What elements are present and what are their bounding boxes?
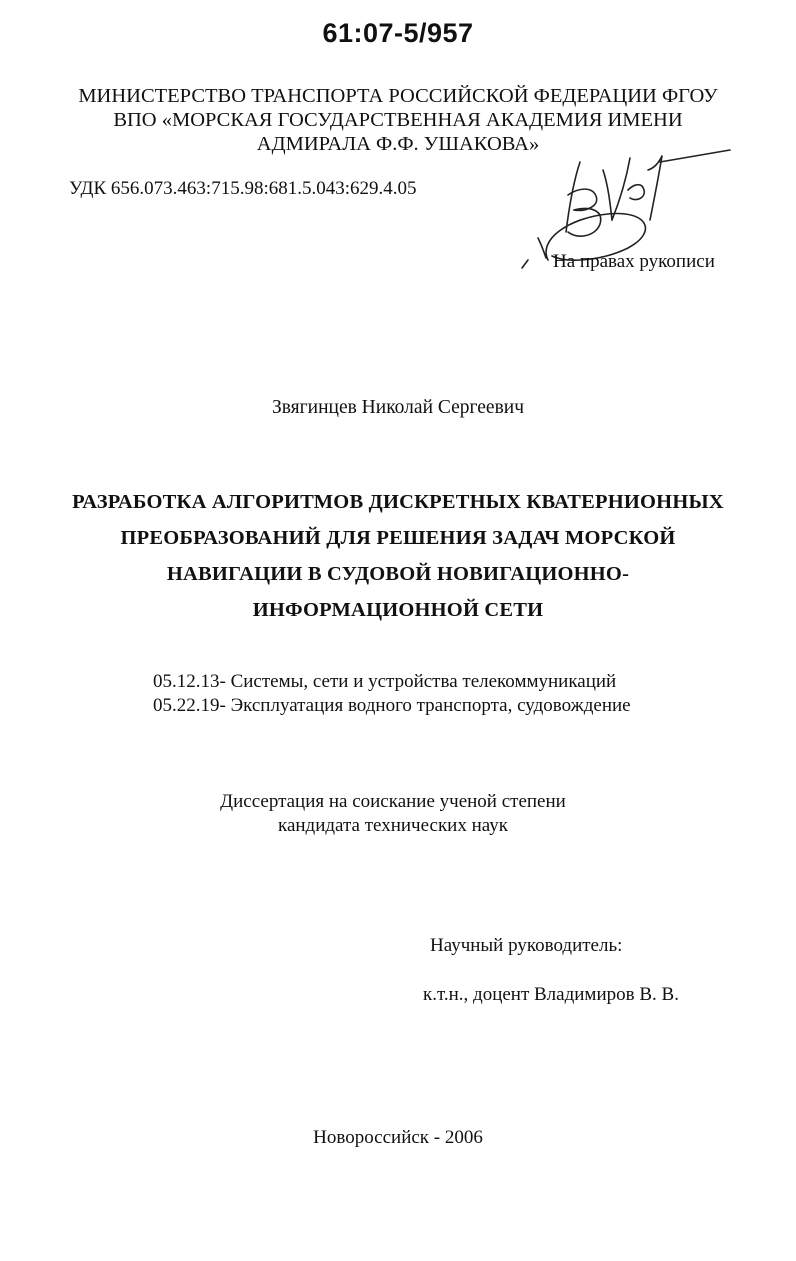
supervisor-label: Научный руководитель: (430, 935, 623, 956)
specialty-1: 05.12.13- Системы, сети и устройства телекоммуникаций (153, 671, 617, 692)
title-line: РАЗРАБОТКА АЛГОРИТМОВ ДИСКРЕТНЫХ КВАТЕРНИОННЫХ (72, 491, 724, 513)
ministry-line-3: АДМИРАЛА Ф.Ф. УШАКОВА» (256, 133, 540, 155)
archive-code: 61:07-5/957 (322, 18, 474, 48)
thesis-line-1: Диссертация на соискание ученой степени (220, 791, 566, 812)
thesis-line-2: кандидата технических наук (278, 815, 508, 836)
manuscript-rights-note: На правах рукописи (553, 251, 715, 272)
ministry-line-2: ВПО «МОРСКАЯ ГОСУДАРСТВЕННАЯ АКАДЕМИЯ ИМЕНИ (113, 109, 683, 131)
author-name: Звягинцев Николай Сергеевич (271, 397, 525, 418)
city-year: Новороссийск - 2006 (313, 1127, 483, 1148)
title-line: НАВИГАЦИИ В СУДОВОЙ НОВИГАЦИОННО- (166, 563, 630, 585)
udk-code: УДК 656.073.463:715.98:681.5.043:629.4.05 (69, 178, 417, 199)
title-line: ИНФОРМАЦИОННОЙ СЕТИ (252, 599, 544, 621)
specialty-2: 05.22.19- Эксплуатация водного транспорта, судовождение (153, 695, 631, 716)
title-line: ПРЕОБРАЗОВАНИЙ ДЛЯ РЕШЕНИЯ ЗАДАЧ МОРСКОЙ (120, 527, 676, 549)
dissertation-title (0, 484, 796, 628)
supervisor-name: к.т.н., доцент Владимиров В. В. (423, 984, 679, 1005)
thesis-description (0, 790, 786, 838)
ministry-line-1: МИНИСТЕРСТВО ТРАНСПОРТА РОССИЙСКОЙ ФЕДЕРАЦИИ ФГОУ (78, 85, 718, 107)
